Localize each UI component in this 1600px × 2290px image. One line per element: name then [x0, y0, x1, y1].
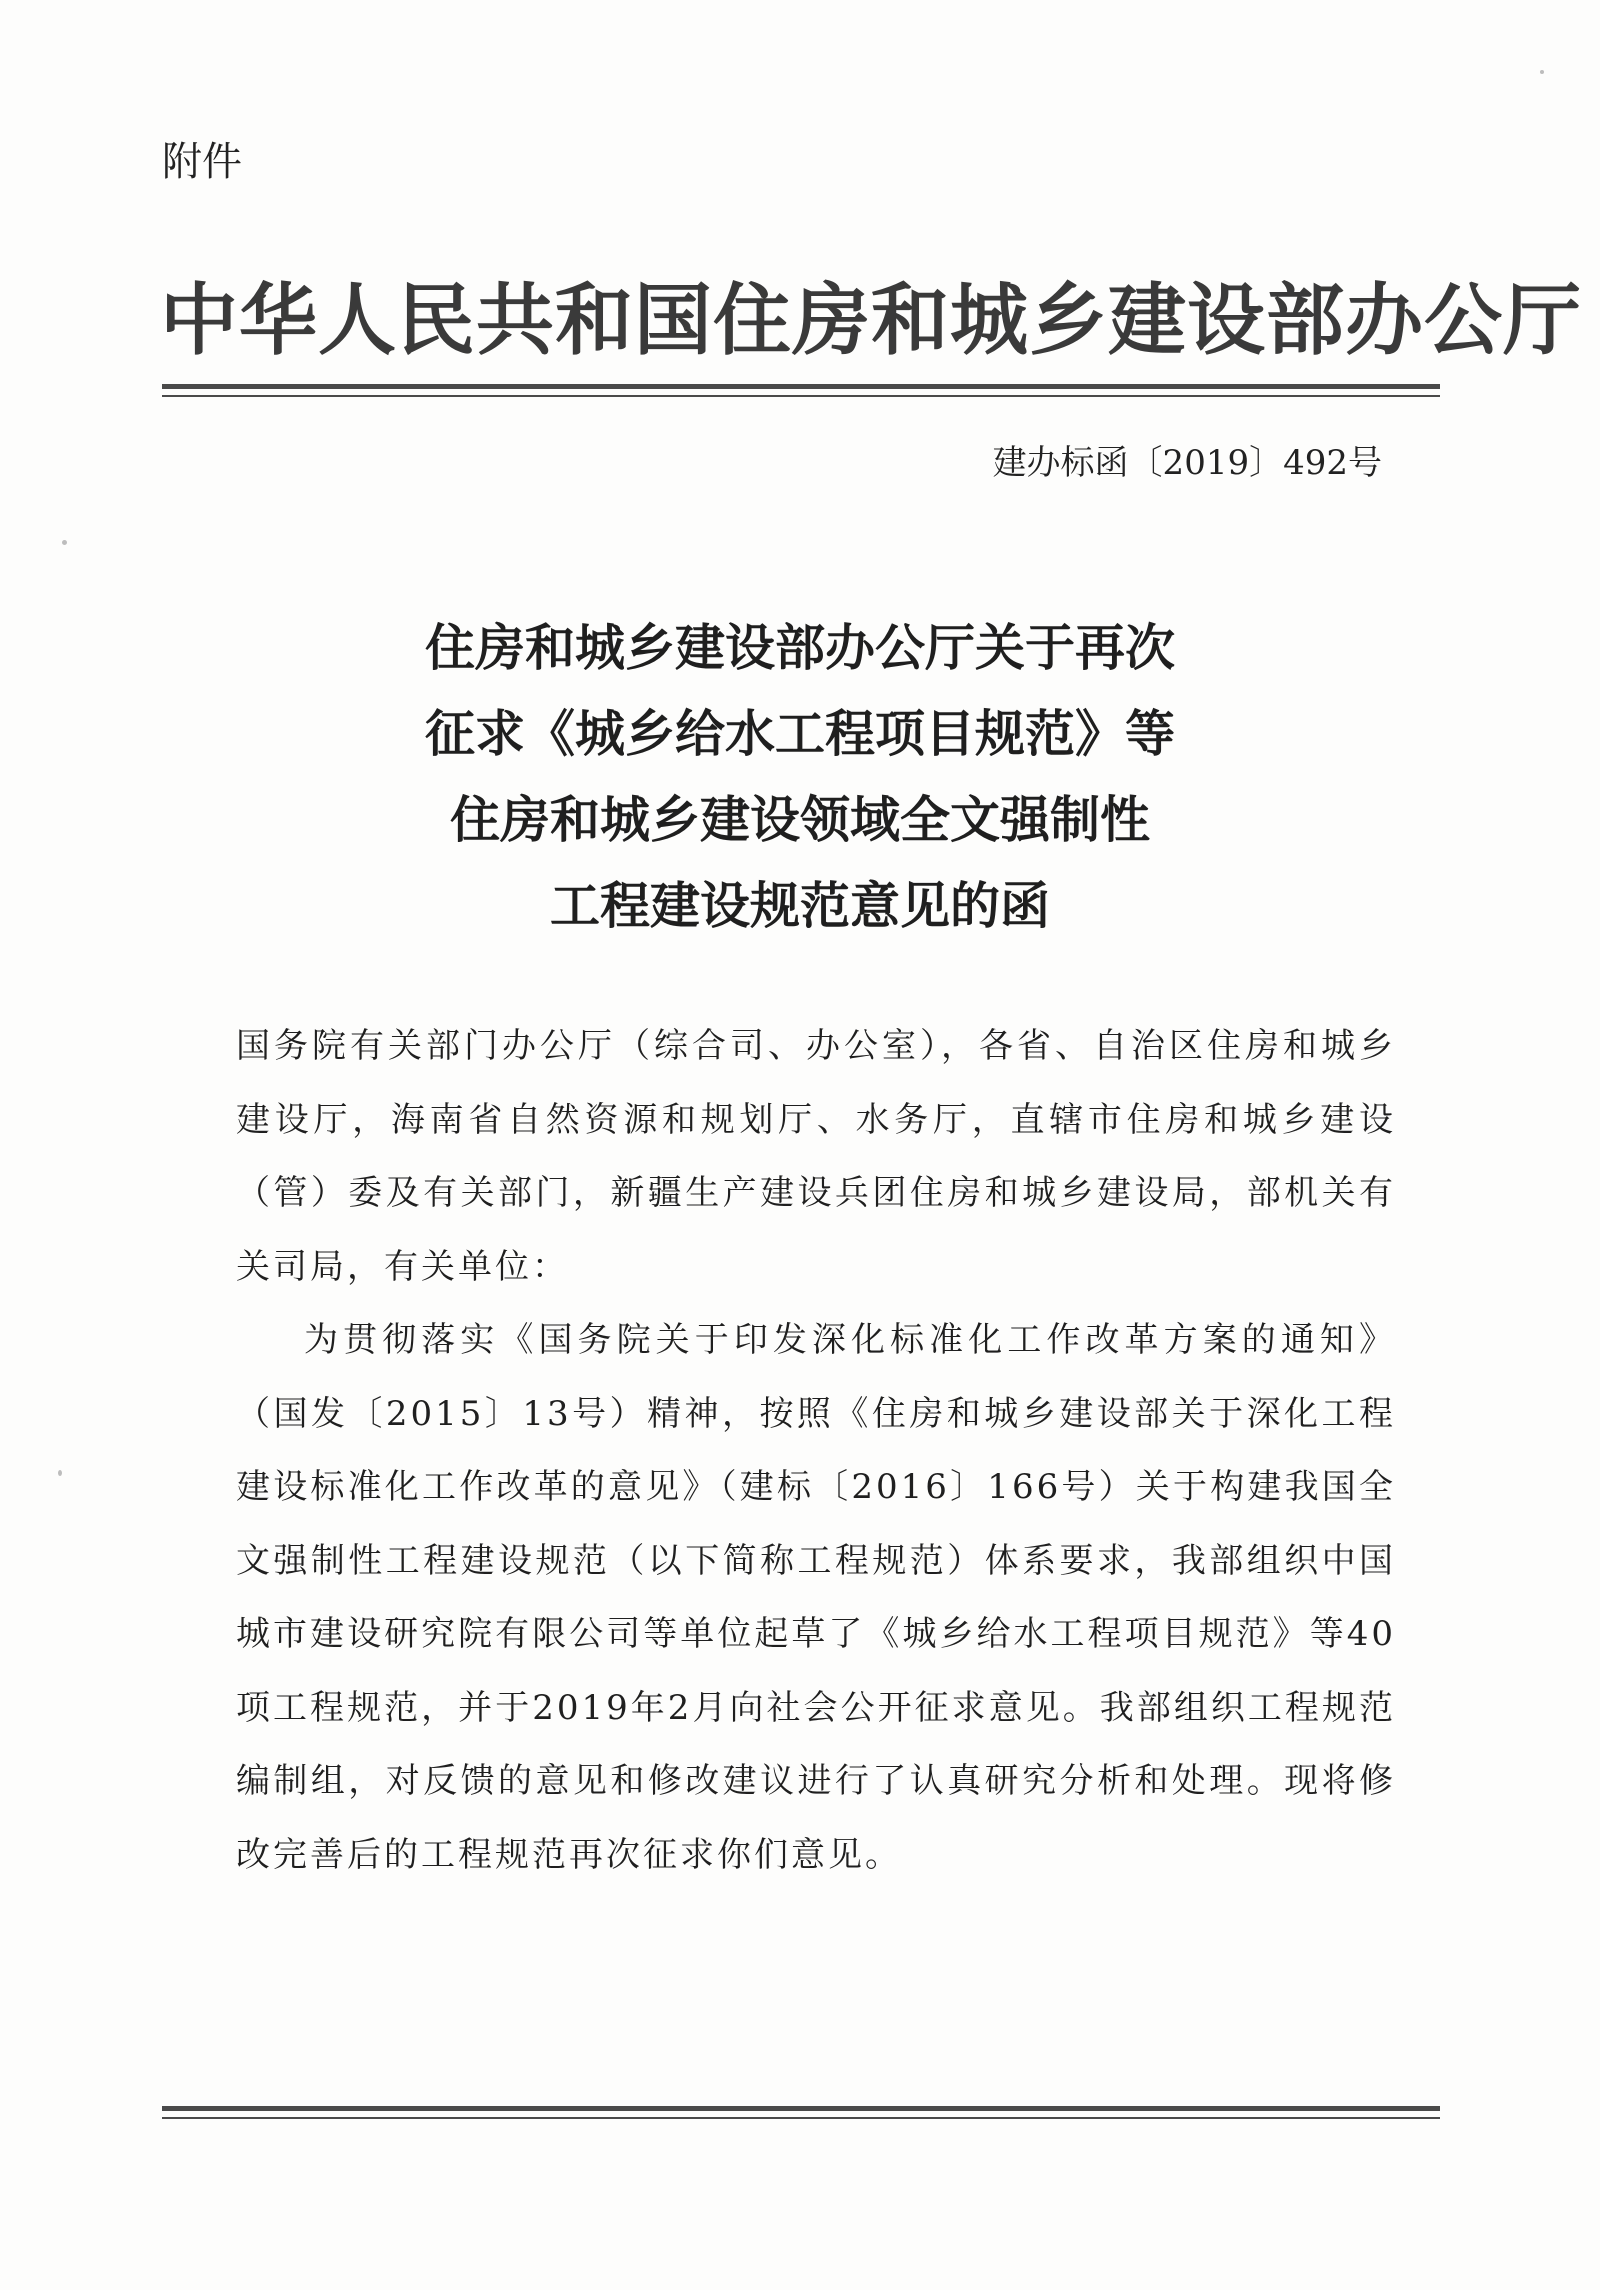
body-paragraph: 为贯彻落实《国务院关于印发深化标准化工作改革方案的通知》（国发〔2015〕13号）精神，按照《住房和城乡建设部关于深化工程建设标准化工作改革的意见》（建标〔2016〕166号）关于构建我国全文强制性工程建设规范（以下简称工程规范）体系要求，我部组织中国城市建设研究院有限公司等单位起草了《城乡给水工程项目规范》等40项工程规范，并于2019年2月向社会公开征求意见。我部组织工程规范编制组，对反馈的意见和修改建议进行了认真研究分析和处理。现将修改完善后的工程规范再次征求你们意见。 [236, 1320, 1396, 1875]
header-divider-thin [162, 395, 1440, 397]
document-number: 建办标函〔2019〕492号 [992, 443, 1382, 483]
footer-divider [162, 2106, 1440, 2111]
title-line: 住房和城乡建设部办公厅关于再次 [425, 618, 1175, 677]
document-title [180, 605, 1420, 949]
header-divider [162, 384, 1440, 389]
attachment-label: 附件 [162, 139, 242, 185]
scan-speck [1540, 70, 1544, 74]
title-line: 工程建设规范意见的函 [550, 876, 1050, 935]
scan-speck [62, 540, 67, 545]
issuing-agency-header: 中华人民共和国住房和城乡建设部办公厅 [160, 276, 1583, 366]
letter-body [236, 1010, 1396, 1892]
title-line: 住房和城乡建设领域全文强制性 [450, 790, 1150, 849]
title-line: 征求《城乡给水工程项目规范》等 [425, 704, 1175, 763]
scan-speck [58, 1470, 62, 1476]
addressee-paragraph: 国务院有关部门办公厅（综合司、办公室），各省、自治区住房和城乡建设厅，海南省自然资源和规划厅、水务厅，直辖市住房和城乡建设（管）委及有关部门，新疆生产建设兵团住房和城乡建设局，部机关有关司局，有关单位： [236, 1026, 1396, 1287]
footer-divider-thin [162, 2117, 1440, 2119]
